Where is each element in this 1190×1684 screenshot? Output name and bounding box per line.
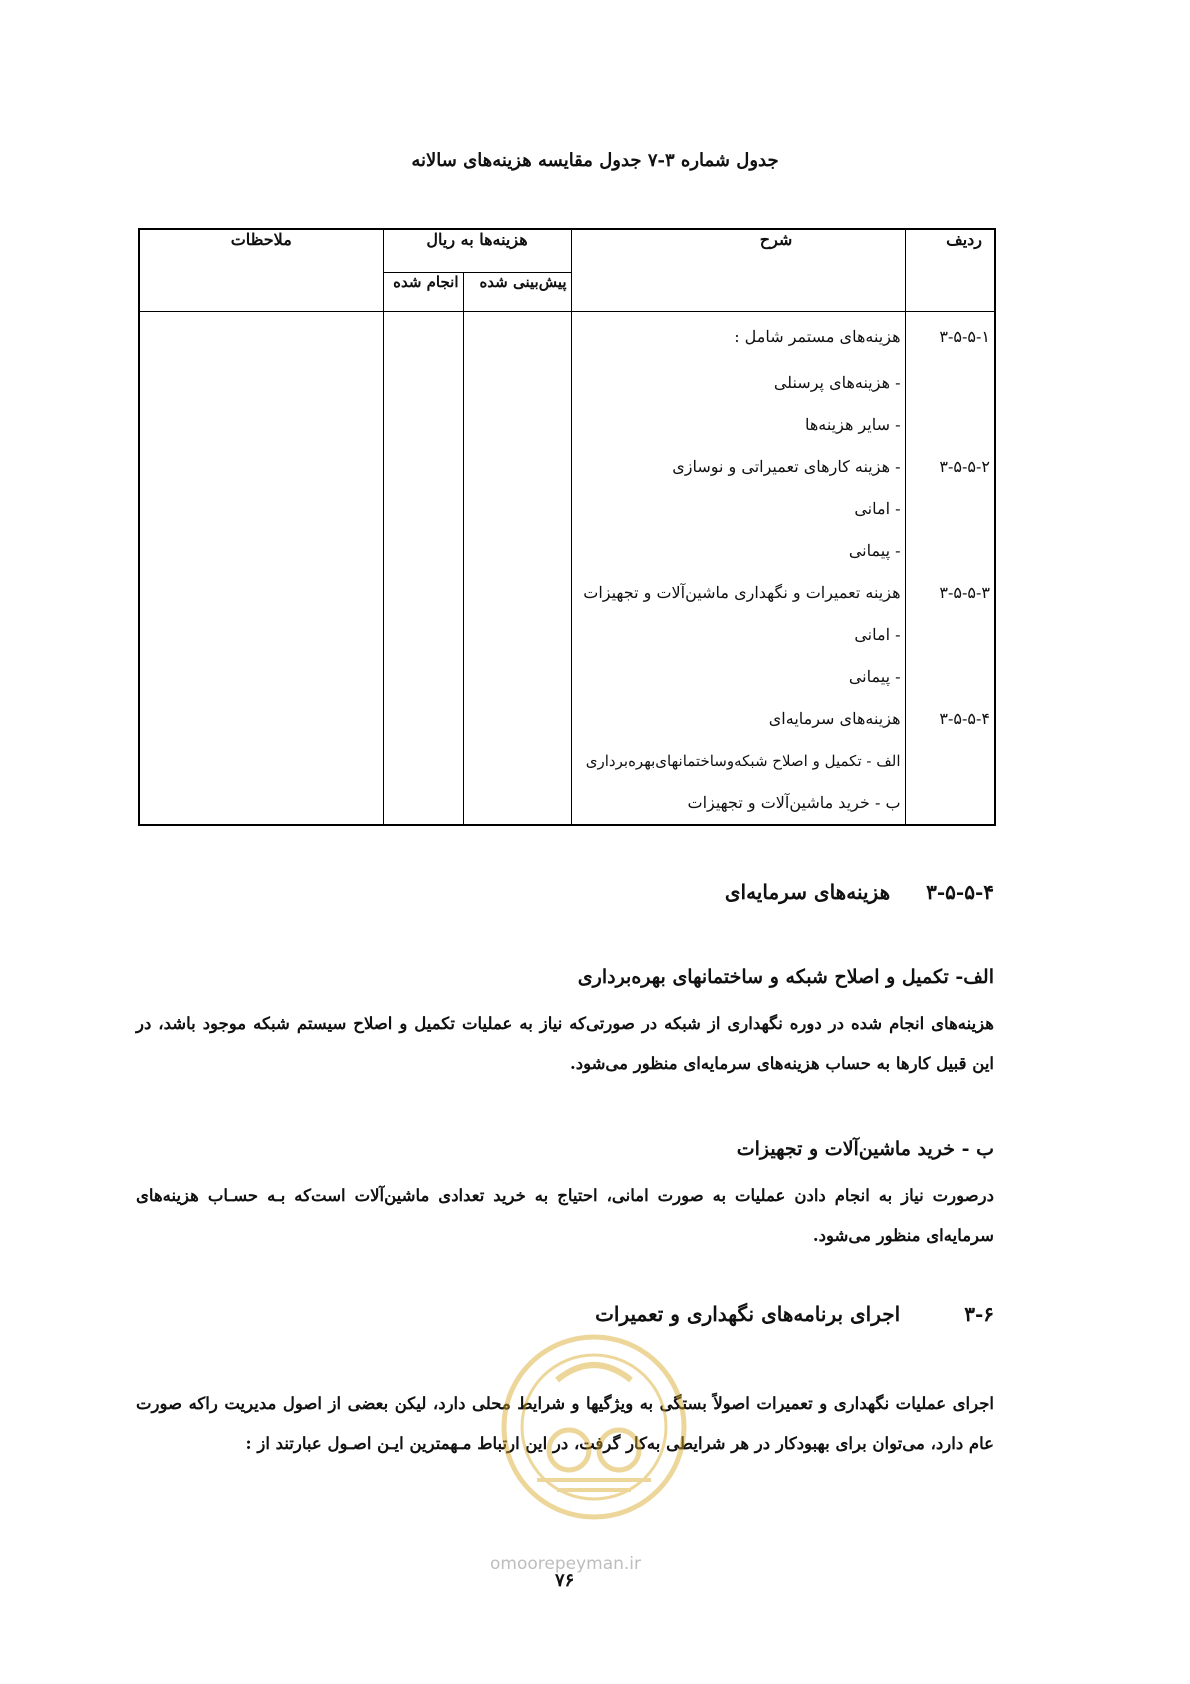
- table-row: [139, 362, 995, 404]
- cell-anjam: [383, 572, 463, 614]
- row-sharh: - امانی: [571, 614, 905, 656]
- cell-anjam: [383, 656, 463, 698]
- row-radif: [905, 362, 995, 404]
- cell-pishbini: [463, 572, 571, 614]
- cell-pishbini: [463, 656, 571, 698]
- cell-anjam: [383, 782, 463, 825]
- table-row: [139, 572, 995, 614]
- cell-anjam: [383, 362, 463, 404]
- cell-pishbini: [463, 530, 571, 572]
- paragraph-maintenance: اجرای عملیات نگهداری و تعمیرات اصولاً بستگی به ویژگیها و شرایط محلی دارد، لیکن بعضی از اصول مدیریت را‌که صورت عام دارد، می‌توان برای بهبود‌کار در هر شرایطی به‌کار گرفت، در این ارتباط مـهمترین ایـن اصـول عبارتند از :: [136, 1394, 994, 1453]
- row-sharh: - هزینه‌های پرسنلی: [571, 362, 905, 404]
- cell-pishbini: [463, 698, 571, 740]
- row-radif: [905, 740, 995, 782]
- row-sharh: هزینه تعمیرات و نگهداری ماشین‌آلات و تجهیزات: [571, 572, 905, 614]
- row-sharh: ب - خرید ماشین‌آلات و تجهیزات: [571, 782, 905, 825]
- table-row: [139, 656, 995, 698]
- section-heading-maintenance: [595, 1302, 994, 1326]
- table-row: [139, 404, 995, 446]
- table-row: [139, 446, 995, 488]
- row-radif: [905, 656, 995, 698]
- cell-pishbini: [463, 404, 571, 446]
- section-title: هزینه‌های سرمایه‌ای: [724, 880, 891, 904]
- table-row: [139, 530, 995, 572]
- row-sharh: الف - تکمیل و اصلاح شبکه‌وساختمانهای‌بهره‌برداری: [571, 740, 905, 782]
- cell-anjam: [383, 446, 463, 488]
- row-radif: [905, 782, 995, 825]
- cell-molahezat: [139, 530, 383, 572]
- section-title: اجرای برنامه‌های نگهداری و تعمیرات: [595, 1302, 901, 1326]
- row-sharh: - امانی: [571, 488, 905, 530]
- cell-anjam: [383, 614, 463, 656]
- cell-molahezat: [139, 572, 383, 614]
- row-sharh: - پیمانی: [571, 656, 905, 698]
- seal-logo-icon: [497, 1330, 691, 1524]
- cell-molahezat: [139, 312, 383, 363]
- row-radif: ۳-۵-۵-۱: [905, 312, 995, 363]
- cell-anjam: [383, 530, 463, 572]
- table-row: [139, 740, 995, 782]
- table-row: [139, 782, 995, 825]
- cell-anjam: [383, 404, 463, 446]
- row-radif: [905, 488, 995, 530]
- header-pishbini: پیش‌بینی شده: [463, 273, 571, 312]
- cell-anjam: [383, 740, 463, 782]
- row-radif: ۳-۵-۵-۴: [905, 698, 995, 740]
- page-number: ۷۶: [555, 1570, 575, 1591]
- header-costs: هزینه‌ها به ریال: [383, 229, 571, 273]
- row-sharh: - هزینه کارهای تعمیراتی و نوسازی: [571, 446, 905, 488]
- row-radif: ۳-۵-۵-۲: [905, 446, 995, 488]
- row-sharh: هزینه‌های مستمر شامل :: [571, 312, 905, 363]
- cell-molahezat: [139, 488, 383, 530]
- cost-comparison-table: [138, 228, 996, 826]
- table-row: [139, 312, 995, 363]
- watermark-url: omoorepeyman.ir: [490, 1554, 642, 1574]
- cell-anjam: [383, 312, 463, 363]
- header-radif: ردیف: [905, 229, 995, 312]
- row-radif: ۳-۵-۵-۳: [905, 572, 995, 614]
- cell-pishbini: [463, 740, 571, 782]
- row-radif: [905, 614, 995, 656]
- row-sharh: هزینه‌های سرمایه‌ای: [571, 698, 905, 740]
- section-number: ۳-۶: [964, 1302, 994, 1326]
- cell-pishbini: [463, 782, 571, 825]
- cell-anjam: [383, 698, 463, 740]
- row-sharh: - پیمانی: [571, 530, 905, 572]
- cell-pishbini: [463, 614, 571, 656]
- cell-molahezat: [139, 782, 383, 825]
- row-radif: [905, 404, 995, 446]
- row-radif: [905, 530, 995, 572]
- cell-molahezat: [139, 362, 383, 404]
- header-anjam: انجام شده: [383, 273, 463, 312]
- cell-molahezat: [139, 698, 383, 740]
- paragraph-alef: هزینه‌های انجام شده در دوره نگهداری از شبکه در صورتی‌که نیاز به عملیات تکمیل و اصلاح سیستم شبکه موجود باشد، در این قبیل کارها به حساب هزینه‌های سرمایه‌ای منظور می‌شود.: [136, 1014, 994, 1073]
- table-row: [139, 488, 995, 530]
- cell-pishbini: [463, 488, 571, 530]
- subheading-be: ب - خرید ماشین‌آلات و تجهیزات: [736, 1138, 994, 1160]
- row-sharh: - سایر هزینه‌ها: [571, 404, 905, 446]
- cell-molahezat: [139, 614, 383, 656]
- subheading-alef: الف- تکمیل و اصلاح شبکه و ساختمانهای بهره‌برداری: [577, 966, 994, 988]
- section-number: ۳-۵-۵-۴: [926, 880, 994, 904]
- cell-pishbini: [463, 362, 571, 404]
- header-sharh: شرح: [571, 229, 905, 312]
- header-molahezat: ملاحظات: [139, 229, 383, 312]
- table-row: [139, 614, 995, 656]
- cell-molahezat: [139, 656, 383, 698]
- paragraph-be: درصورت نیاز به انجام دادن عملیات به صورت امانی، احتیاج به خرید تعدادی ماشین‌آلات است‌که بـه حسـاب هزینه‌های سرمایه‌ای منظور می‌شود.: [136, 1186, 994, 1245]
- cell-pishbini: [463, 446, 571, 488]
- cell-anjam: [383, 488, 463, 530]
- cell-molahezat: [139, 404, 383, 446]
- table-row: [139, 698, 995, 740]
- table-caption: جدول شماره ۳-۷ جدول مقایسه هزینه‌های سالانه: [411, 150, 779, 171]
- section-heading-capital-costs: [725, 880, 994, 904]
- cell-molahezat: [139, 740, 383, 782]
- cell-molahezat: [139, 446, 383, 488]
- cell-pishbini: [463, 312, 571, 363]
